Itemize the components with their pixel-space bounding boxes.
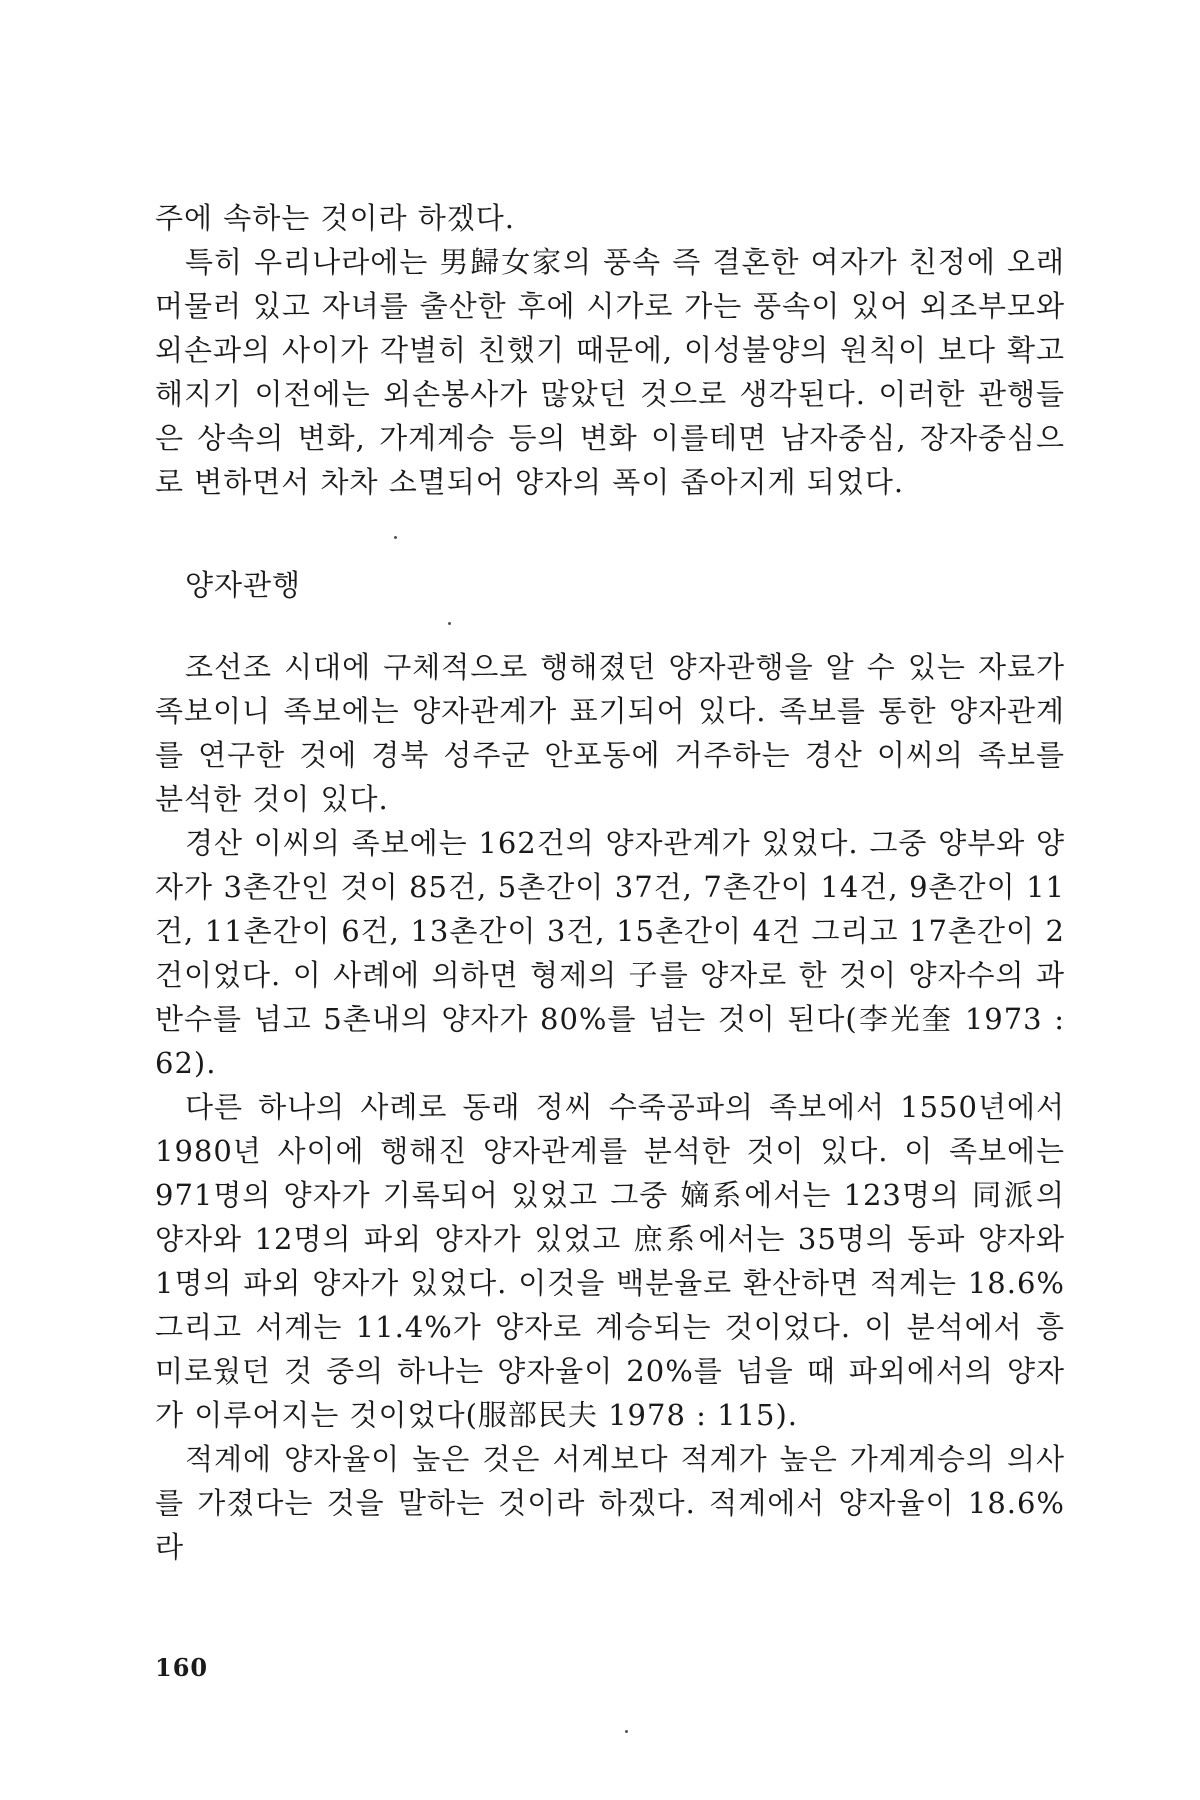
print-speck: [394, 536, 397, 539]
body-text-top: [155, 196, 1065, 504]
page-number: 160: [155, 1653, 209, 1682]
paragraph: 경산 이씨의 족보에는 162건의 양자관계가 있었다. 그중 양부와 양자가 3촌간인 것이 85건, 5촌간이 37건, 7촌간이 14건, 9촌간이 11건, 11촌간이 6건, 13촌간이 3건, 15촌간이 4건 그리고 17촌간이 2건이었다. 이 사례에 의하면 형제의 子를 양자로 한 것이 양자수의 과반수를 넘고 5촌내의 양자가 80%를 넘는 것이 된다(李光奎 1973 : 62).: [155, 826, 1065, 1080]
print-speck: [448, 622, 451, 625]
section-heading: 양자관행: [185, 568, 302, 602]
paragraph: 주에 속하는 것이라 하겠다.: [155, 201, 516, 235]
paragraph: 다른 하나의 사례로 동래 정씨 수죽공파의 족보에서 1550년에서 1980년 사이에 행해진 양자관계를 분석한 것이 있다. 이 족보에는 971명의 양자가 기록되어 있었고 그중 嫡系에서는 123명의 同派의 양자와 12명의 파외 양자가 있었고 庶系에서는 35명의 동파 양자와 1명의 파외 양자가 있었다. 이것을 백분율로 환산하면 적계는 18.6% 그리고 서계는 11.4%가 양자로 계승되는 것이었다. 이 분석에서 흥미로웠던 것 중의 하나는 양자율이 20%를 넘을 때 파외에서의 양자가 이루어지는 것이었다(服部民夫 1978 : 115).: [155, 1090, 1065, 1432]
paragraph: 특히 우리나라에는 男歸女家의 풍속 즉 결혼한 여자가 친정에 오래 머물러 있고 자녀를 출산한 후에 시가로 가는 풍속이 있어 외조부모와 외손과의 사이가 각별히 친했기 때문에, 이성불양의 원칙이 보다 확고해지기 이전에는 외손봉사가 많았던 것으로 생각된다. 이러한 관행들은 상속의 변화, 가계계승 등의 변화 이를테면 남자중심, 장자중심으로 변하면서 차차 소멸되어 양자의 폭이 좁아지게 되었다.: [155, 245, 1065, 499]
print-speck: [625, 1730, 628, 1733]
body-text-bottom: [155, 645, 1065, 1569]
paragraph: 조선조 시대에 구체적으로 행해졌던 양자관행을 알 수 있는 자료가 족보이니 족보에는 양자관계가 표기되어 있다. 족보를 통한 양자관계를 연구한 것에 경북 성주군 안포동에 거주하는 경산 이씨의 족보를 분석한 것이 있다.: [155, 650, 1065, 816]
paragraph: 적계에 양자율이 높은 것은 서계보다 적계가 높은 가계계승의 의사를 가졌다는 것을 말하는 것이라 하겠다. 적계에서 양자율이 18.6%라: [155, 1442, 1065, 1564]
